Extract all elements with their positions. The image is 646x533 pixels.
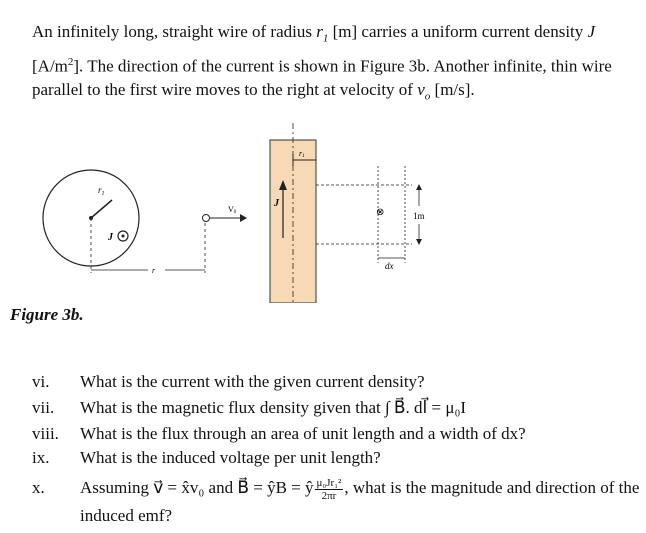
- r1-wire-label: r1: [299, 149, 305, 159]
- question-x: x. Assuming v⃗ = x̂v₀ and B⃗ = ŷB = ŷ $\frac{\text{μ₀Jr₁²}}{2\pi r}$ , what is the magnitude and direction of the induced emf?: [32, 476, 640, 525]
- figure-caption: Figure 3b.: [10, 305, 84, 324]
- j-circle-label: J: [108, 232, 113, 243]
- r-label: r: [152, 266, 156, 275]
- question-viii: viii. What is the flux through an area of unit length and a width of dx?: [32, 424, 526, 443]
- figure-3b: [0, 118, 646, 303]
- r1-circle-label: $r_1$: [98, 185, 105, 197]
- out-of-page-dot: [122, 235, 125, 238]
- v0-label: V0: [228, 205, 237, 215]
- radius-line: [91, 200, 112, 218]
- into-page-symbol: ⊗: [376, 207, 385, 218]
- height-label: 1m: [413, 211, 425, 221]
- height-arrowhead-down: [416, 239, 422, 245]
- problem-statement: An infinitely long, straight wire of radius $r_1$ [m] carries a uniform current density J $[A/m^2]$. The direction of the current is shown in Figure 3b. Another infinite, thin wire parallel to the first wire moves to the right at velocity of $v_o$ [m/s].: [32, 22, 612, 103]
- velocity-arrowhead: [240, 214, 247, 222]
- question-ix: ix. What is the induced voltage per unit length?: [32, 448, 381, 467]
- dx-label: dx: [385, 261, 394, 271]
- question-vi: vi. What is the current with the given current density?: [32, 372, 425, 391]
- question-vii: vii. What is the magnetic flux density given that ∫ B⃗. dl⃗ = μ₀I: [32, 398, 467, 417]
- j-wire-label: J: [274, 198, 279, 209]
- thin-wire: [203, 215, 210, 222]
- b-fraction: $\frac{\text{μ₀Jr₁²}}{2\pi r}$: [316, 476, 342, 502]
- figure-diagram: [0, 118, 646, 303]
- height-arrowhead-up: [416, 184, 422, 190]
